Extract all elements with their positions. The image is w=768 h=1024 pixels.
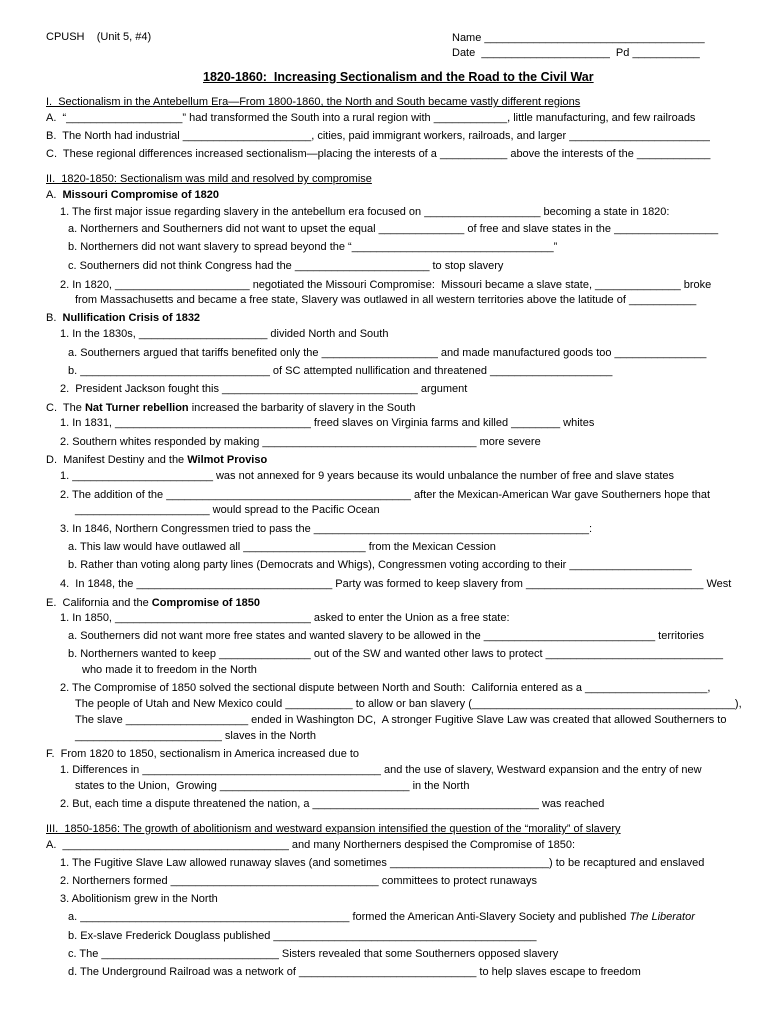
outline-line: C. These regional differences increased sectionalism—placing the interests of a ___________ above the interests of the ____________ (46, 148, 711, 160)
outline-line: 1. The first major issue regarding slavery in the antebellum era focused on ___________________ becoming a state in 1820: (60, 206, 670, 218)
outline-line: b. Rather than voting along party lines (Democrats and Whigs), Congressmen voting according to their ____________________ (68, 559, 692, 571)
outline-line: 3. In 1846, Northern Congressmen tried to pass the _____________________________________________: (60, 523, 593, 535)
date-period-field: Date _____________________ Pd ___________ (452, 47, 700, 59)
outline-line: C. The Nat Turner rebellion increased the barbarity of slavery in the South (46, 402, 416, 414)
outline-line: 1. In 1831, ________________________________ freed slaves on Virginia farms and killed ________ whites (60, 417, 595, 429)
outline-line: b. Ex-slave Frederick Douglass published ___________________________________________ (68, 930, 537, 942)
outline-line: 1. _______________________ was not annexed for 9 years because its would unbalance the number of free and slave states (60, 470, 674, 482)
section-heading: I. Sectionalism in the Antebellum Era—From 1800-1860, the North and South became vastly different regions (46, 96, 581, 108)
name-field: Name ____________________________________ (452, 32, 705, 44)
outline-line: b. _______________________________ of SC attempted nullification and threatened ____________________ (68, 365, 613, 377)
outline-line: c. The _____________________________ Sisters revealed that some Southerners opposed slavery (68, 948, 559, 960)
outline-line: E. California and the Compromise of 1850 (46, 597, 260, 609)
outline-line: A. _____________________________________ and many Northerners despised the Compromise of 1850: (46, 839, 576, 851)
outline-line: 3. Abolitionism grew in the North (60, 893, 218, 905)
outline-line: a. Northerners and Southerners did not want to upset the equal ______________ of free and slave states in the _________________ (68, 223, 719, 235)
outline-line: 2. In 1820, ______________________ negotiated the Missouri Compromise: Missouri became a slave state, ______________ broke (60, 279, 712, 291)
outline-line: B. The North had industrial _____________________, cities, paid immigrant workers, railroads, and larger _______________________ (46, 130, 710, 142)
section-heading: III. 1850-1856: The growth of abolitionism and westward expansion intensified the question of the “morality” of slavery (46, 823, 621, 835)
outline-line: b. Northerners wanted to keep _______________ out of the SW and wanted other laws to protect _____________________________ (68, 648, 724, 660)
outline-line: ________________________ slaves in the North (75, 730, 316, 742)
outline-line: F. From 1820 to 1850, sectionalism in America increased due to (46, 748, 360, 760)
outline-line: 1. In 1850, ________________________________ asked to enter the Union as a free state: (60, 612, 510, 624)
outline-line: a. This law would have outlawed all ____________________ from the Mexican Cession (68, 541, 496, 553)
outline-line: a. Southerners did not want more free states and wanted slavery to be allowed in the ____________________________ territories (68, 630, 704, 642)
outline-line: a. Southerners argued that tariffs benefited only the ___________________ and made manufactured goods too _______________ (68, 347, 707, 359)
outline-line: 1. In the 1830s, _____________________ divided North and South (60, 328, 389, 340)
outline-line: c. Southerners did not think Congress had the ______________________ to stop slavery (68, 260, 504, 272)
outline-line: The slave ____________________ ended in Washington DC, A stronger Fugitive Slave Law was created that allowed Southerners to (75, 714, 727, 726)
outline-line: B. Nullification Crisis of 1832 (46, 312, 201, 324)
outline-line: 2. Southern whites responded by making ___________________________________ more severe (60, 436, 541, 448)
outline-line: D. Manifest Destiny and the Wilmot Proviso (46, 454, 268, 466)
outline-line: 2. President Jackson fought this ________________________________ argument (60, 383, 468, 395)
outline-line: The people of Utah and New Mexico could ___________ to allow or ban slavery (___________________________________________), (75, 698, 742, 710)
outline-line: A. Missouri Compromise of 1820 (46, 189, 220, 201)
outline-line: A. “___________________” had transformed the South into a rural region with ____________, little manufacturing, and few railroads (46, 112, 696, 124)
outline-line: who made it to freedom in the North (82, 664, 257, 676)
course-label: CPUSH (Unit 5, #4) (46, 31, 152, 43)
outline-line: b. Northerners did not want slavery to spread beyond the “_________________________________” (68, 241, 558, 253)
outline-line: a. ____________________________________________ formed the American Anti-Slavery Society and published The Liberator (68, 911, 695, 923)
outline-line: 1. The Fugitive Slave Law allowed runaway slaves (and sometimes __________________________) to be recaptured and enslaved (60, 857, 705, 869)
outline-line: 1. Differences in _______________________________________ and the use of slavery, Westward expansion and the entry of new (60, 764, 702, 776)
outline-line: 2. The addition of the ________________________________________ after the Mexican-American War gave Southerners hope that (60, 489, 711, 501)
outline-line: 4. In 1848, the ________________________________ Party was formed to keep slavery from _____________________________ West (60, 578, 732, 590)
section-heading: II. 1820-1850: Sectionalism was mild and resolved by compromise (46, 173, 372, 185)
outline-line: 2. The Compromise of 1850 solved the sectional dispute between North and South: California entered as a ____________________, (60, 682, 711, 694)
outline-line: ______________________ would spread to the Pacific Ocean (75, 504, 380, 516)
outline-line: states to the Union, Growing _______________________________ in the North (75, 780, 470, 792)
page-title: 1820-1860: Increasing Sectionalism and the Road to the Civil War (203, 70, 594, 84)
outline-line: d. The Underground Railroad was a network of _____________________________ to help slaves escape to freedom (68, 966, 641, 978)
outline-line: 2. Northerners formed __________________________________ committees to protect runaways (60, 875, 537, 887)
outline-line: 2. But, each time a dispute threatened the nation, a _____________________________________ was reached (60, 798, 605, 810)
outline-line: from Massachusetts and became a free state, Slavery was outlawed in all western territories above the latitude of ___________ (75, 294, 697, 306)
